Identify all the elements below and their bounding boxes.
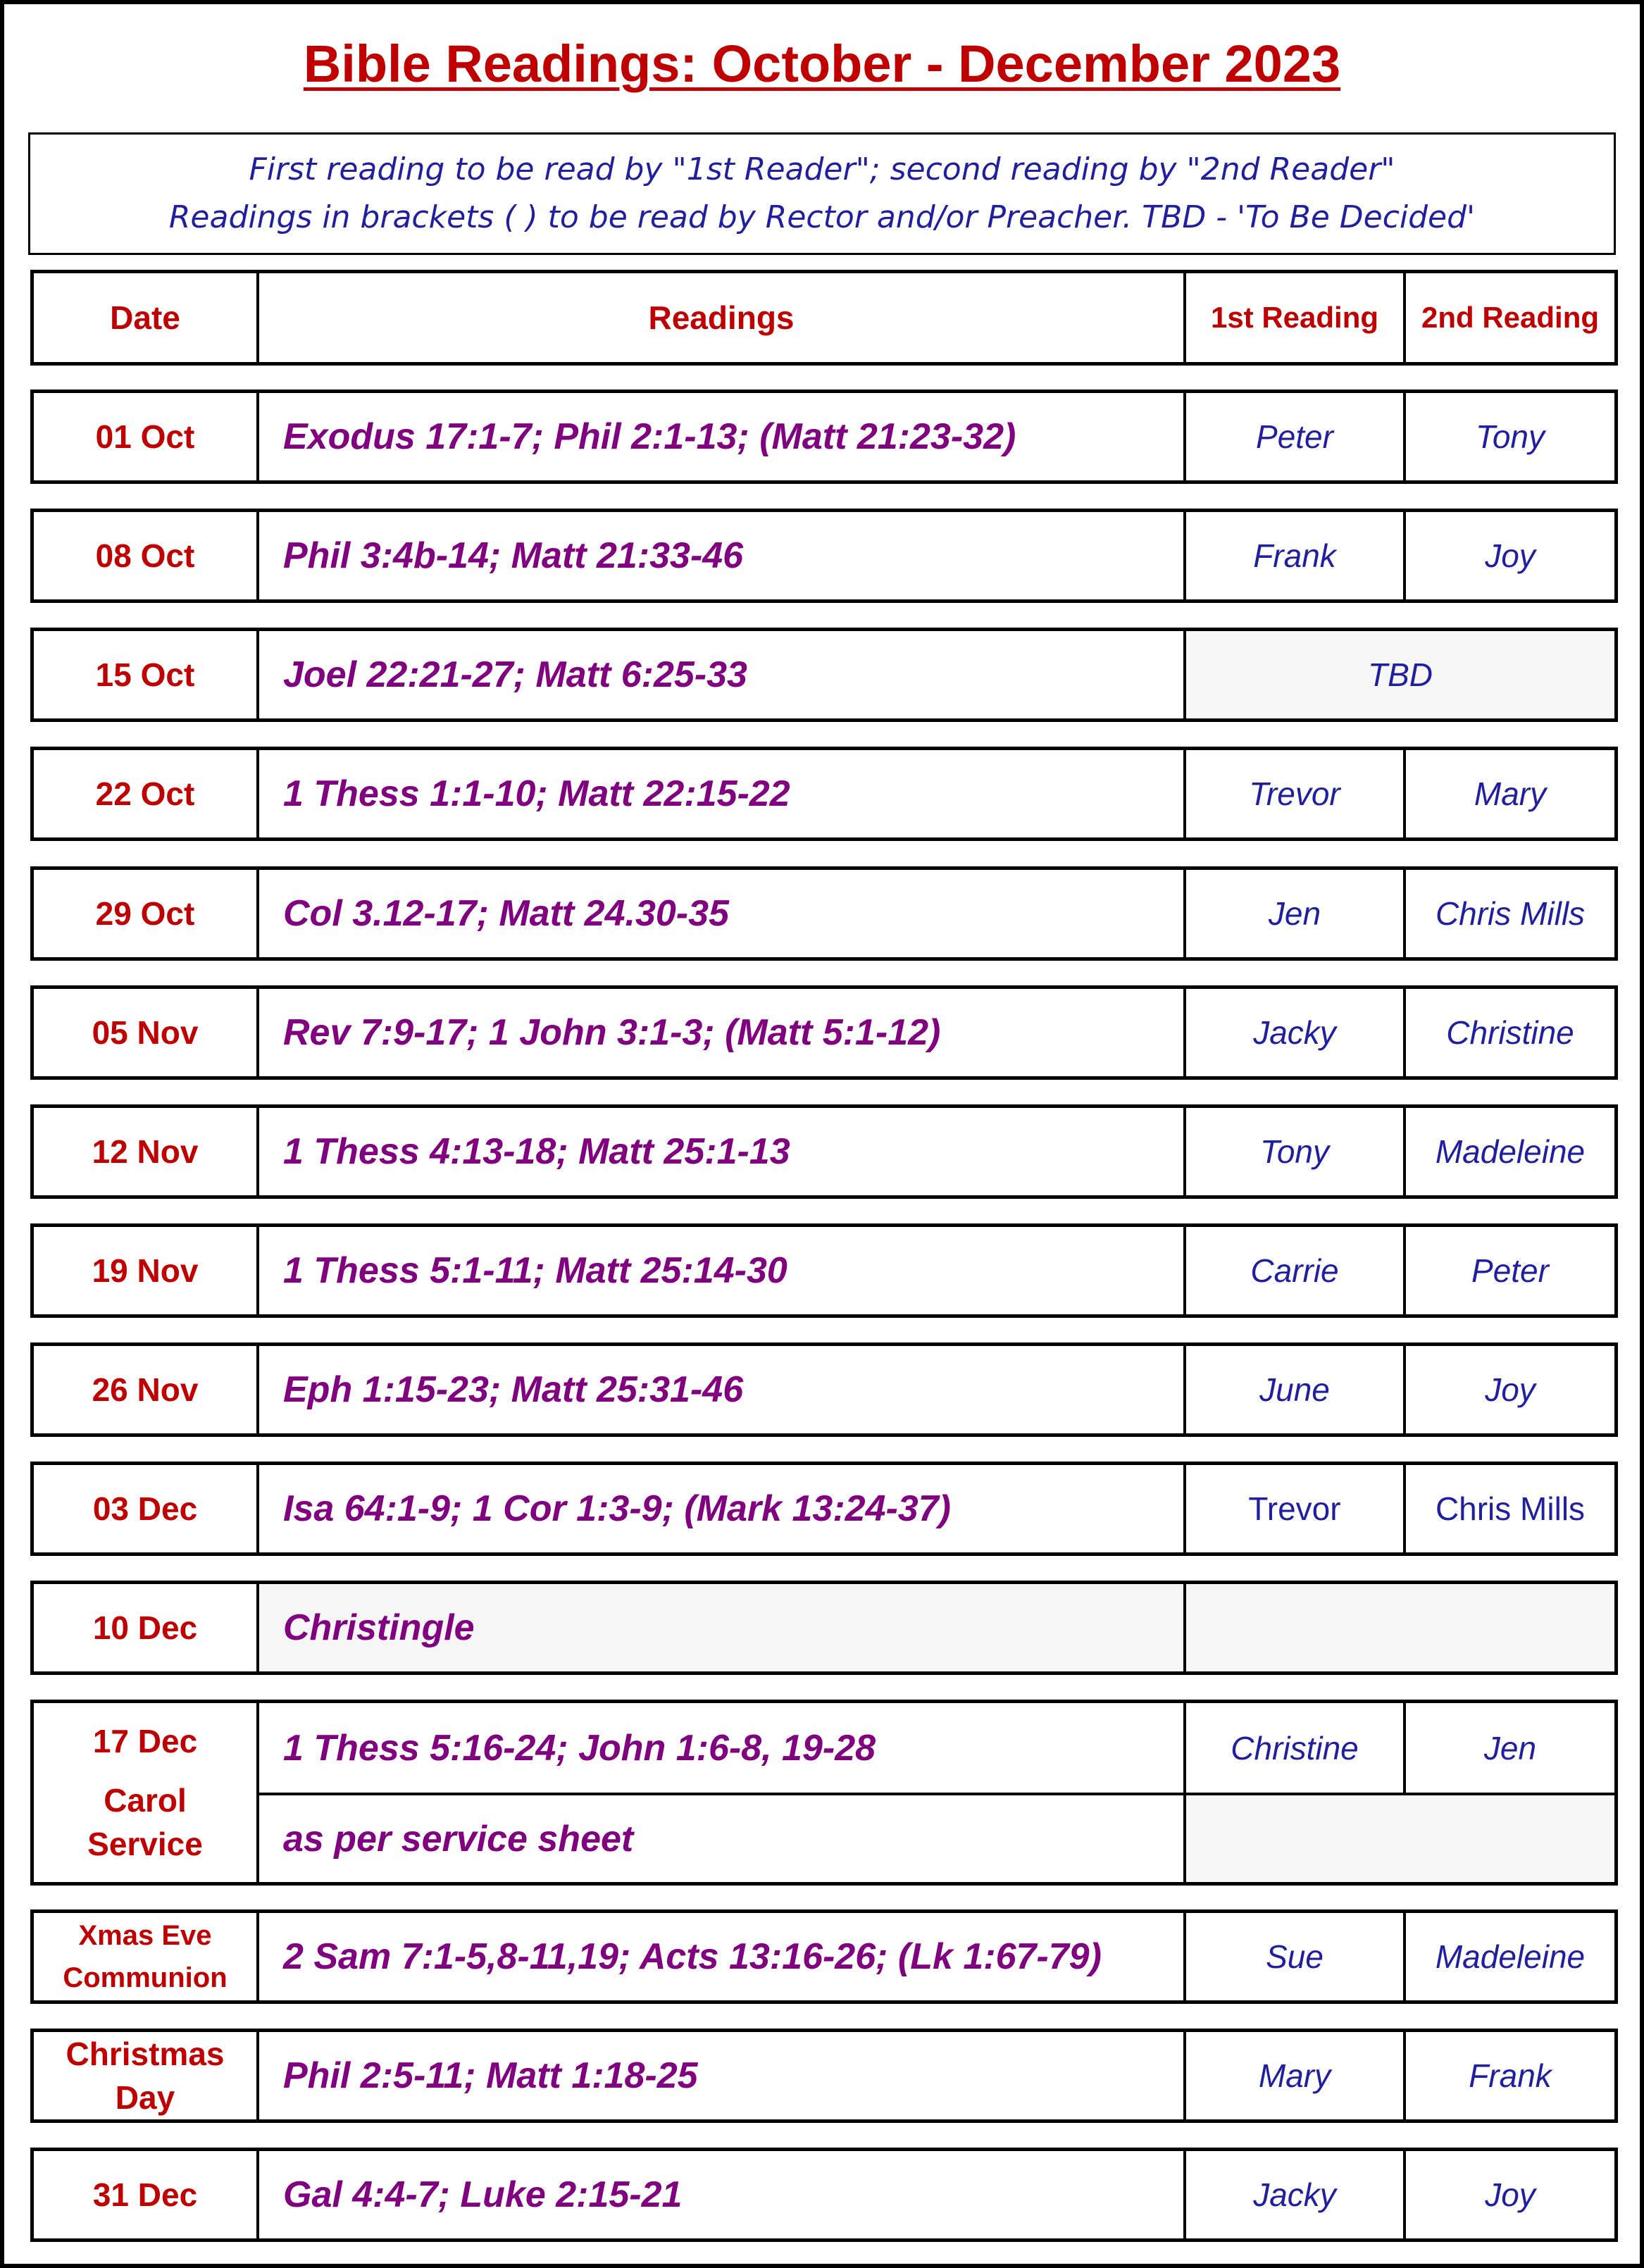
first-reader: Sue [1266, 1938, 1324, 1975]
row-date: Xmas Eve Communion [63, 1920, 228, 1993]
row-date: 12 Nov [92, 1133, 199, 1170]
second-reader: Mary [1474, 775, 1547, 812]
empty-reader-cell [1183, 1795, 1614, 1882]
row-date: 08 Oct [95, 537, 195, 574]
row-readings: 1 Thess 4:13-18; Matt 25:1-13 [283, 1131, 790, 1172]
row-date: 03 Dec [92, 1490, 198, 1527]
first-reader: Trevor [1248, 1490, 1341, 1527]
header-row [30, 270, 1618, 366]
row-readings: Phil 3:4b-14; Matt 21:33-46 [283, 535, 744, 576]
first-reader: Jacky [1253, 1014, 1336, 1051]
second-reader: Tony [1475, 418, 1545, 455]
row-date: 19 Nov [92, 1252, 199, 1289]
first-reader: Jen [1268, 895, 1321, 932]
second-reader: Joy [1485, 1371, 1536, 1408]
row-date: 17 Dec [92, 1723, 198, 1759]
first-reader: Carrie [1250, 1252, 1339, 1289]
table-row [30, 628, 1618, 722]
row-readings: Col 3.12-17; Matt 24.30-35 [283, 893, 729, 934]
table-row [30, 985, 1618, 1080]
header-readings: Readings [648, 299, 795, 336]
row-readings: Eph 1:15-23; Matt 25:31-46 [283, 1369, 744, 1410]
row-date: 31 Dec [92, 2176, 198, 2213]
second-reader: Peter [1471, 1252, 1549, 1289]
table-row [30, 390, 1618, 484]
second-reader: Frank [1469, 2057, 1552, 2094]
second-reader: Madeleine [1435, 1938, 1586, 1975]
row-readings: 1 Thess 5:1-11; Matt 25:14-30 [283, 1250, 787, 1291]
first-reader: Mary [1258, 2057, 1331, 2094]
first-reader: Trevor [1249, 775, 1340, 812]
table-row [30, 2148, 1618, 2242]
second-reader: Chris Mills [1435, 1490, 1586, 1527]
row-readings: Rev 7:9-17; 1 John 3:1-3; (Matt 5:1-12) [283, 1012, 941, 1053]
row-readings: Phil 2:5-11; Matt 1:18-25 [283, 2055, 698, 2096]
second-reader: Chris Mills [1435, 895, 1586, 932]
row-readings: Exodus 17:1-7; Phil 2:1-13; (Matt 21:23-32) [283, 416, 1016, 457]
header-first-reading: 1st Reading [1210, 301, 1379, 334]
table-row [30, 1581, 1618, 1675]
row-readings: Joel 22:21-27; Matt 6:25-33 [283, 654, 747, 695]
table-row [30, 1462, 1618, 1556]
table-row [30, 509, 1618, 603]
page-title: Bible Readings: October - December 2023 [303, 35, 1341, 93]
table-row [30, 1342, 1618, 1437]
row-readings: 2 Sam 7:1-5,8-11,19; Acts 13:16-26; (Lk 1:67-79) [283, 1936, 1102, 1977]
second-reader: Christine [1446, 1014, 1574, 1051]
table-row [30, 747, 1618, 841]
second-reader: Jen [1483, 1729, 1537, 1767]
header-second-reading: 2nd Reading [1421, 301, 1600, 334]
row-date: 26 Nov [92, 1371, 199, 1408]
row-readings: Gal 4:4-7; Luke 2:15-21 [283, 2174, 683, 2215]
instructions-box [28, 132, 1616, 255]
table-row [30, 1909, 1618, 2004]
first-reader: Christine [1231, 1729, 1359, 1767]
row-date: 29 Oct [95, 895, 195, 932]
second-reader: Joy [1485, 2176, 1536, 2213]
row-date: 22 Oct [95, 775, 195, 812]
combined-reader: TBD [1368, 656, 1433, 693]
table-row [30, 866, 1618, 961]
row-date: 01 Oct [95, 418, 195, 455]
row-sub-readings: as per service sheet [283, 1818, 634, 1859]
row-date: 10 Dec [92, 1609, 198, 1646]
table-row [30, 1223, 1618, 1318]
table-row [30, 2029, 1618, 2123]
row-readings: Isa 64:1-9; 1 Cor 1:3-9; (Mark 13:24-37) [283, 1488, 951, 1529]
instruction-line-1: First reading to be read by "1st Reader"; second reading by "2nd Reader" [249, 151, 1395, 187]
first-reader: Tony [1259, 1133, 1330, 1170]
table-row [30, 1104, 1618, 1199]
row-date: 15 Oct [95, 656, 195, 693]
row-date: 05 Nov [92, 1014, 199, 1051]
second-reader: Madeleine [1435, 1133, 1586, 1170]
first-reader: Peter [1256, 418, 1333, 455]
row-readings: Christingle [283, 1607, 475, 1648]
first-reader: June [1259, 1371, 1330, 1408]
row-readings: 1 Thess 5:16-24; John 1:6-8, 19-28 [283, 1727, 876, 1769]
table-row [30, 1700, 1618, 1886]
row-sub-date: Carol Service [87, 1782, 203, 1862]
instruction-line-2: Readings in brackets ( ) to be read by Rector and/or Preacher. TBD - 'To Be Decided' [168, 199, 1476, 235]
row-readings: 1 Thess 1:1-10; Matt 22:15-22 [283, 773, 790, 814]
header-date: Date [110, 299, 180, 336]
row-date: Christmas Day [66, 2036, 225, 2116]
first-reader: Frank [1253, 537, 1336, 574]
second-reader: Joy [1485, 537, 1536, 574]
first-reader: Jacky [1253, 2176, 1336, 2213]
empty-reader-cell [1183, 1584, 1614, 1671]
